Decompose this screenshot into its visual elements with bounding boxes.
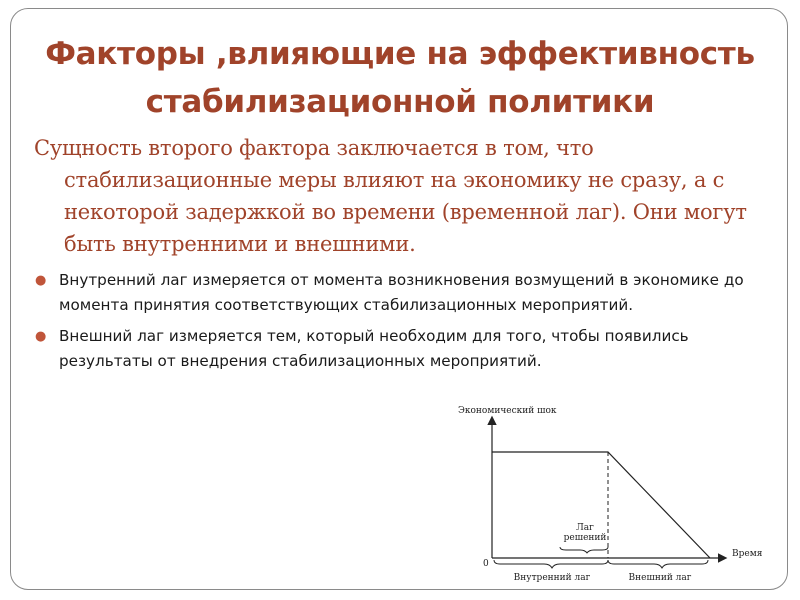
inner-lag-brace [494, 560, 608, 568]
decision-lag-label-2: решений [563, 533, 607, 543]
slide-title [20, 30, 780, 126]
bullet-item-outer-lag [34, 324, 774, 374]
x-axis-label: Время [732, 549, 763, 559]
bullet-item-inner-lag [34, 268, 774, 318]
title-line-1: Факторы ,влияющие на эффективность [45, 36, 755, 72]
origin-label: 0 [483, 559, 489, 569]
bullet-text: Внешний лаг измеряется тем, который необходим для того, чтобы появились результаты от внедрения стабилизационных мероприятий. [59, 327, 689, 370]
decision-lag-brace [560, 547, 608, 553]
outer-lag-label: Внешний лаг [628, 573, 692, 583]
title-line-2: стабилизационной политики [145, 84, 655, 120]
bullet-dot-icon: ● [35, 273, 47, 288]
y-axis-label: Экономический шок [458, 406, 557, 416]
bullet-dot-icon: ● [35, 329, 47, 344]
inner-lag-label: Внутренний лаг [513, 573, 591, 583]
lag-diagram [440, 400, 770, 585]
decision-lag-label-1: Лаг [576, 523, 594, 533]
lead-paragraph: Сущность второго фактора заключается в том, что стабилизационные меры влияют на экономику не сразу, а с некоторой задержкой во времени (временной лаг). Они могут быть внутренними и внешними. [34, 136, 747, 256]
bullet-text: Внутренний лаг измеряется от момента возникновения возмущений в экономике до момента принятия соответствующих стабилизационных мероприятий. [59, 271, 744, 314]
outer-lag-brace [608, 560, 708, 568]
bullet-list [34, 268, 774, 380]
